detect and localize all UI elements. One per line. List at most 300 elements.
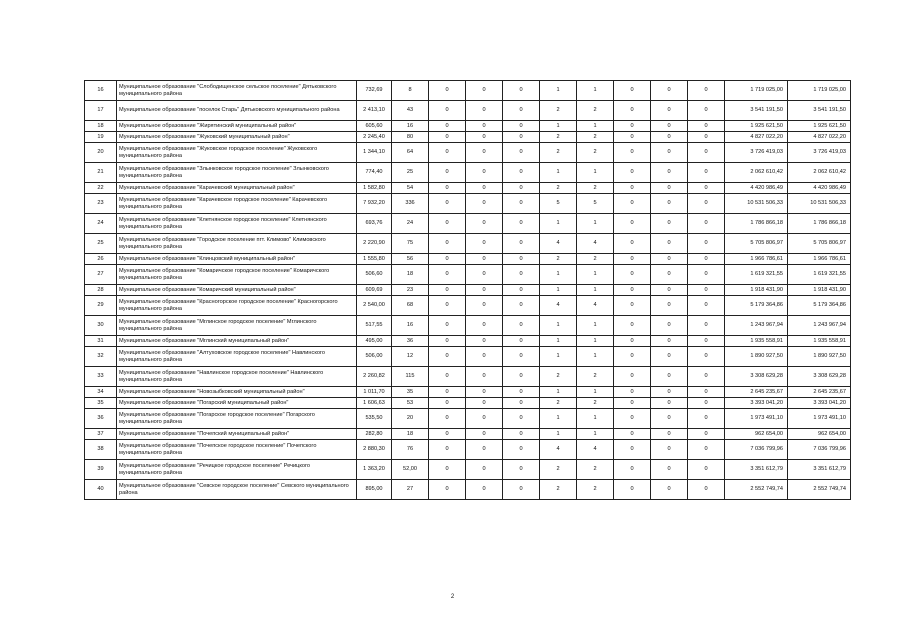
count-cell: 115: [392, 367, 429, 387]
amount-total-cell: 5 705 806,97: [788, 234, 851, 254]
amount-cell: 1 925 621,50: [725, 121, 788, 132]
value-cell: 1: [540, 429, 577, 440]
amount-cell: 5 705 806,97: [725, 234, 788, 254]
municipality-name: Муниципальное образование "Погарский муниципальный район": [117, 398, 357, 409]
value-cell: 1: [540, 336, 577, 347]
value-cell: 0: [614, 143, 651, 163]
row-number: 38: [85, 440, 117, 460]
row-number: 18: [85, 121, 117, 132]
value-cell: 0: [429, 440, 466, 460]
municipality-name: Муниципальное образование "Почепский муниципальный район": [117, 429, 357, 440]
municipality-name: Муниципальное образование "Карачевский муниципальный район": [117, 183, 357, 194]
row-number: 31: [85, 336, 117, 347]
value-cell: 0: [466, 194, 503, 214]
value-cell: 0: [503, 316, 540, 336]
area-cell: 2 220,90: [357, 234, 392, 254]
value-cell: 0: [688, 460, 725, 480]
amount-total-cell: 1 973 491,10: [788, 409, 851, 429]
value-cell: 1: [540, 163, 577, 183]
value-cell: 0: [614, 429, 651, 440]
count-cell: 12: [392, 347, 429, 367]
value-cell: 0: [503, 81, 540, 101]
value-cell: 0: [429, 409, 466, 429]
value-cell: 0: [688, 143, 725, 163]
value-cell: 1: [540, 214, 577, 234]
value-cell: 0: [688, 296, 725, 316]
value-cell: 0: [614, 296, 651, 316]
amount-cell: 3 308 629,28: [725, 367, 788, 387]
value-cell: 0: [466, 285, 503, 296]
value-cell: 0: [651, 429, 688, 440]
table-row: [85, 101, 851, 121]
value-cell: 0: [614, 336, 651, 347]
amount-total-cell: 3 308 629,28: [788, 367, 851, 387]
value-cell: 0: [466, 440, 503, 460]
value-cell: 0: [503, 143, 540, 163]
value-cell: 0: [688, 387, 725, 398]
amount-cell: 1 243 967,94: [725, 316, 788, 336]
count-cell: 23: [392, 285, 429, 296]
value-cell: 0: [503, 409, 540, 429]
amount-total-cell: 1 890 927,50: [788, 347, 851, 367]
amount-cell: 1 890 927,50: [725, 347, 788, 367]
municipality-name: Муниципальное образование "Клетнянское городское поселение" Клетнянского муниципального района: [117, 214, 357, 234]
value-cell: 1: [577, 214, 614, 234]
value-cell: 0: [429, 265, 466, 285]
value-cell: 0: [429, 183, 466, 194]
value-cell: 0: [651, 296, 688, 316]
area-cell: 1 363,20: [357, 460, 392, 480]
row-number: 37: [85, 429, 117, 440]
value-cell: 0: [503, 254, 540, 265]
amount-total-cell: 1 935 558,91: [788, 336, 851, 347]
row-number: 19: [85, 132, 117, 143]
value-cell: 0: [429, 336, 466, 347]
municipality-name: Муниципальное образование "Погарское городское поселение" Погарского муниципального района: [117, 409, 357, 429]
amount-cell: 3 351 612,79: [725, 460, 788, 480]
value-cell: 0: [466, 480, 503, 500]
value-cell: 0: [688, 440, 725, 460]
value-cell: 1: [577, 316, 614, 336]
amount-cell: 1 719 025,00: [725, 81, 788, 101]
value-cell: 0: [614, 460, 651, 480]
value-cell: 1: [540, 409, 577, 429]
table-row: [85, 440, 851, 460]
municipality-name: Муниципальное образование "Слободищенское сельское поселение" Дятьковского муниципального района: [117, 81, 357, 101]
row-number: 23: [85, 194, 117, 214]
value-cell: 0: [614, 214, 651, 234]
amount-cell: 2 645 235,67: [725, 387, 788, 398]
amount-cell: 10 531 506,33: [725, 194, 788, 214]
value-cell: 2: [577, 480, 614, 500]
value-cell: 0: [688, 101, 725, 121]
value-cell: 2: [577, 398, 614, 409]
count-cell: 64: [392, 143, 429, 163]
value-cell: 0: [614, 194, 651, 214]
value-cell: 0: [466, 132, 503, 143]
area-cell: 282,80: [357, 429, 392, 440]
municipality-name: Муниципальное образование "Красногорское городское поселение" Красногорского муниципального района: [117, 296, 357, 316]
amount-total-cell: 2 552 749,74: [788, 480, 851, 500]
row-number: 33: [85, 367, 117, 387]
area-cell: 693,76: [357, 214, 392, 234]
area-cell: 2 540,00: [357, 296, 392, 316]
amount-cell: 3 393 041,20: [725, 398, 788, 409]
area-cell: 1 555,80: [357, 254, 392, 265]
value-cell: 0: [614, 387, 651, 398]
table-row: [85, 132, 851, 143]
amount-total-cell: 7 036 799,96: [788, 440, 851, 460]
value-cell: 0: [429, 101, 466, 121]
area-cell: 605,60: [357, 121, 392, 132]
value-cell: 0: [651, 101, 688, 121]
value-cell: 0: [429, 285, 466, 296]
area-cell: 1 606,63: [357, 398, 392, 409]
value-cell: 0: [651, 132, 688, 143]
municipality-name: Муниципальное образование "Комаричский муниципальный район": [117, 285, 357, 296]
table-row: [85, 387, 851, 398]
value-cell: 0: [429, 132, 466, 143]
value-cell: 0: [651, 285, 688, 296]
municipality-name: Муниципальное образование "Городское поселение пгт. Климово" Климовского муниципального района: [117, 234, 357, 254]
value-cell: 0: [651, 336, 688, 347]
value-cell: 0: [503, 398, 540, 409]
value-cell: 1: [577, 121, 614, 132]
value-cell: 2: [540, 183, 577, 194]
value-cell: 0: [466, 143, 503, 163]
table-row: [85, 367, 851, 387]
municipality-name: Муниципальное образование "поселок Старь" Дятьковского муниципального района: [117, 101, 357, 121]
value-cell: 4: [577, 440, 614, 460]
row-number: 25: [85, 234, 117, 254]
row-number: 36: [85, 409, 117, 429]
count-cell: 36: [392, 336, 429, 347]
municipality-name: Муниципальное образование "Мглинское городское поселение" Мглинского муниципального района: [117, 316, 357, 336]
value-cell: 0: [614, 440, 651, 460]
amount-cell: 1 918 431,90: [725, 285, 788, 296]
row-number: 32: [85, 347, 117, 367]
value-cell: 0: [614, 347, 651, 367]
value-cell: 0: [614, 367, 651, 387]
count-cell: 18: [392, 265, 429, 285]
value-cell: 0: [688, 214, 725, 234]
value-cell: 0: [429, 254, 466, 265]
table-row: [85, 480, 851, 500]
value-cell: 0: [688, 316, 725, 336]
amount-cell: 962 654,00: [725, 429, 788, 440]
data-table: [84, 80, 851, 500]
value-cell: 0: [429, 429, 466, 440]
amount-total-cell: 10 531 506,33: [788, 194, 851, 214]
count-cell: 43: [392, 101, 429, 121]
page-number: 2: [450, 594, 455, 600]
table-row: [85, 254, 851, 265]
amount-cell: 7 036 799,96: [725, 440, 788, 460]
value-cell: 0: [466, 234, 503, 254]
amount-cell: 5 179 364,86: [725, 296, 788, 316]
value-cell: 4: [577, 234, 614, 254]
count-cell: 76: [392, 440, 429, 460]
value-cell: 0: [651, 121, 688, 132]
value-cell: 0: [503, 265, 540, 285]
value-cell: 0: [651, 143, 688, 163]
value-cell: 2: [540, 101, 577, 121]
amount-total-cell: 3 541 191,50: [788, 101, 851, 121]
count-cell: 16: [392, 316, 429, 336]
amount-total-cell: 4 827 022,20: [788, 132, 851, 143]
municipality-name: Муниципальное образование "Карачевское городское поселение" Карачевского муниципального района: [117, 194, 357, 214]
value-cell: 0: [503, 347, 540, 367]
value-cell: 5: [540, 194, 577, 214]
value-cell: 0: [466, 163, 503, 183]
municipality-name: Муниципальное образование "Комаричское городское поселение" Комаричского муниципального района: [117, 265, 357, 285]
area-cell: 1 582,80: [357, 183, 392, 194]
amount-cell: 1 966 786,61: [725, 254, 788, 265]
value-cell: 0: [688, 121, 725, 132]
area-cell: 517,55: [357, 316, 392, 336]
area-cell: 732,69: [357, 81, 392, 101]
value-cell: 0: [651, 234, 688, 254]
value-cell: 0: [466, 254, 503, 265]
table-body: [85, 81, 851, 500]
value-cell: 0: [429, 121, 466, 132]
value-cell: 0: [466, 367, 503, 387]
row-number: 17: [85, 101, 117, 121]
value-cell: 0: [466, 214, 503, 234]
value-cell: 0: [651, 367, 688, 387]
row-number: 34: [85, 387, 117, 398]
count-cell: 8: [392, 81, 429, 101]
value-cell: 0: [688, 367, 725, 387]
value-cell: 1: [577, 347, 614, 367]
area-cell: 609,69: [357, 285, 392, 296]
value-cell: 0: [429, 398, 466, 409]
value-cell: 0: [651, 194, 688, 214]
area-cell: 535,50: [357, 409, 392, 429]
value-cell: 1: [577, 429, 614, 440]
value-cell: 4: [540, 440, 577, 460]
value-cell: 0: [614, 409, 651, 429]
area-cell: 506,60: [357, 265, 392, 285]
value-cell: 0: [614, 316, 651, 336]
area-cell: 506,00: [357, 347, 392, 367]
count-cell: 75: [392, 234, 429, 254]
amount-total-cell: 1 918 431,90: [788, 285, 851, 296]
value-cell: 0: [503, 296, 540, 316]
municipality-name: Муниципальное образование "Навлинское городское поселение" Навлинского муниципального района: [117, 367, 357, 387]
municipality-name: Муниципальное образование "Севское городское поселение" Севского муниципального района: [117, 480, 357, 500]
row-number: 27: [85, 265, 117, 285]
municipality-name: Муниципальное образование "Мглинский муниципальный район": [117, 336, 357, 347]
value-cell: 0: [651, 460, 688, 480]
table-row: [85, 296, 851, 316]
value-cell: 0: [651, 254, 688, 265]
row-number: 24: [85, 214, 117, 234]
area-cell: 895,00: [357, 480, 392, 500]
value-cell: 0: [688, 194, 725, 214]
area-cell: 1 011,70: [357, 387, 392, 398]
row-number: 21: [85, 163, 117, 183]
value-cell: 0: [466, 409, 503, 429]
value-cell: 1: [540, 316, 577, 336]
value-cell: 0: [688, 347, 725, 367]
value-cell: 0: [651, 214, 688, 234]
value-cell: 0: [466, 81, 503, 101]
value-cell: 1: [577, 409, 614, 429]
municipality-name: Муниципальное образование "Почепское городское поселение" Почепского муниципального района: [117, 440, 357, 460]
value-cell: 1: [577, 387, 614, 398]
value-cell: 0: [429, 163, 466, 183]
row-number: 16: [85, 81, 117, 101]
value-cell: 0: [429, 81, 466, 101]
value-cell: 0: [688, 81, 725, 101]
value-cell: 2: [577, 460, 614, 480]
value-cell: 0: [466, 347, 503, 367]
value-cell: 0: [429, 460, 466, 480]
value-cell: 4: [540, 296, 577, 316]
amount-total-cell: 3 351 612,79: [788, 460, 851, 480]
value-cell: 0: [614, 285, 651, 296]
value-cell: 0: [688, 398, 725, 409]
value-cell: 1: [540, 265, 577, 285]
value-cell: 0: [614, 132, 651, 143]
value-cell: 0: [429, 143, 466, 163]
municipality-name: Муниципальное образование "Клинцовский муниципальный район": [117, 254, 357, 265]
table-row: [85, 194, 851, 214]
area-cell: 1 344,10: [357, 143, 392, 163]
row-number: 30: [85, 316, 117, 336]
table-row: [85, 214, 851, 234]
count-cell: 16: [392, 121, 429, 132]
table-row: [85, 429, 851, 440]
amount-total-cell: 1 243 967,94: [788, 316, 851, 336]
table-row: [85, 409, 851, 429]
amount-cell: 3 541 191,50: [725, 101, 788, 121]
value-cell: 0: [614, 81, 651, 101]
value-cell: 0: [466, 183, 503, 194]
amount-cell: 1 786 866,18: [725, 214, 788, 234]
value-cell: 1: [540, 121, 577, 132]
municipality-name: Муниципальное образование "Алтуховское городское поселение" Навлинского муниципального района: [117, 347, 357, 367]
value-cell: 0: [429, 194, 466, 214]
value-cell: 0: [466, 265, 503, 285]
value-cell: 2: [540, 398, 577, 409]
value-cell: 0: [466, 121, 503, 132]
amount-total-cell: 4 420 986,49: [788, 183, 851, 194]
count-cell: 336: [392, 194, 429, 214]
amount-total-cell: 1 719 025,00: [788, 81, 851, 101]
value-cell: 0: [651, 347, 688, 367]
value-cell: 0: [651, 440, 688, 460]
value-cell: 1: [540, 347, 577, 367]
value-cell: 0: [688, 163, 725, 183]
value-cell: 4: [540, 234, 577, 254]
value-cell: 2: [540, 254, 577, 265]
amount-cell: 4 420 986,49: [725, 183, 788, 194]
table-row: [85, 316, 851, 336]
table-row: [85, 81, 851, 101]
value-cell: 0: [429, 367, 466, 387]
amount-cell: 1 935 558,91: [725, 336, 788, 347]
count-cell: 53: [392, 398, 429, 409]
value-cell: 0: [651, 265, 688, 285]
amount-total-cell: 1 966 786,61: [788, 254, 851, 265]
value-cell: 0: [688, 234, 725, 254]
count-cell: 27: [392, 480, 429, 500]
value-cell: 0: [614, 480, 651, 500]
value-cell: 0: [466, 316, 503, 336]
value-cell: 2: [540, 367, 577, 387]
value-cell: 0: [466, 398, 503, 409]
value-cell: 0: [614, 265, 651, 285]
value-cell: 0: [429, 296, 466, 316]
value-cell: 0: [688, 285, 725, 296]
value-cell: 0: [429, 316, 466, 336]
value-cell: 0: [614, 398, 651, 409]
value-cell: 0: [614, 101, 651, 121]
amount-total-cell: 2 645 235,67: [788, 387, 851, 398]
amount-cell: 1 973 491,10: [725, 409, 788, 429]
value-cell: 0: [688, 429, 725, 440]
area-cell: 2 413,10: [357, 101, 392, 121]
table-row: [85, 460, 851, 480]
value-cell: 4: [577, 296, 614, 316]
amount-total-cell: 962 654,00: [788, 429, 851, 440]
row-number: 26: [85, 254, 117, 265]
value-cell: 1: [577, 163, 614, 183]
value-cell: 0: [503, 101, 540, 121]
count-cell: 54: [392, 183, 429, 194]
count-cell: 25: [392, 163, 429, 183]
value-cell: 1: [540, 81, 577, 101]
amount-total-cell: 3 393 041,20: [788, 398, 851, 409]
table-row: [85, 285, 851, 296]
value-cell: 0: [466, 336, 503, 347]
area-cell: 2 260,82: [357, 367, 392, 387]
value-cell: 0: [503, 336, 540, 347]
value-cell: 0: [503, 234, 540, 254]
value-cell: 0: [503, 194, 540, 214]
count-cell: 80: [392, 132, 429, 143]
count-cell: 68: [392, 296, 429, 316]
table-row: [85, 336, 851, 347]
row-number: 20: [85, 143, 117, 163]
value-cell: 0: [688, 265, 725, 285]
value-cell: 0: [614, 121, 651, 132]
municipality-name: Муниципальное образование "Жирятинский муниципальный район": [117, 121, 357, 132]
value-cell: 0: [688, 480, 725, 500]
municipality-name: Муниципальное образование "Злынковское городское поселение" Злынковского муниципального района: [117, 163, 357, 183]
amount-cell: 4 827 022,20: [725, 132, 788, 143]
value-cell: 2: [577, 101, 614, 121]
value-cell: 0: [651, 387, 688, 398]
value-cell: 0: [688, 183, 725, 194]
count-cell: 35: [392, 387, 429, 398]
table-row: [85, 121, 851, 132]
value-cell: 0: [503, 367, 540, 387]
value-cell: 0: [503, 121, 540, 132]
value-cell: 5: [577, 194, 614, 214]
area-cell: 7 932,20: [357, 194, 392, 214]
value-cell: 0: [466, 387, 503, 398]
area-cell: 2 880,30: [357, 440, 392, 460]
count-cell: 24: [392, 214, 429, 234]
amount-total-cell: 1 786 866,18: [788, 214, 851, 234]
value-cell: 1: [577, 285, 614, 296]
value-cell: 0: [688, 254, 725, 265]
amount-cell: 1 619 321,55: [725, 265, 788, 285]
table-row: [85, 234, 851, 254]
